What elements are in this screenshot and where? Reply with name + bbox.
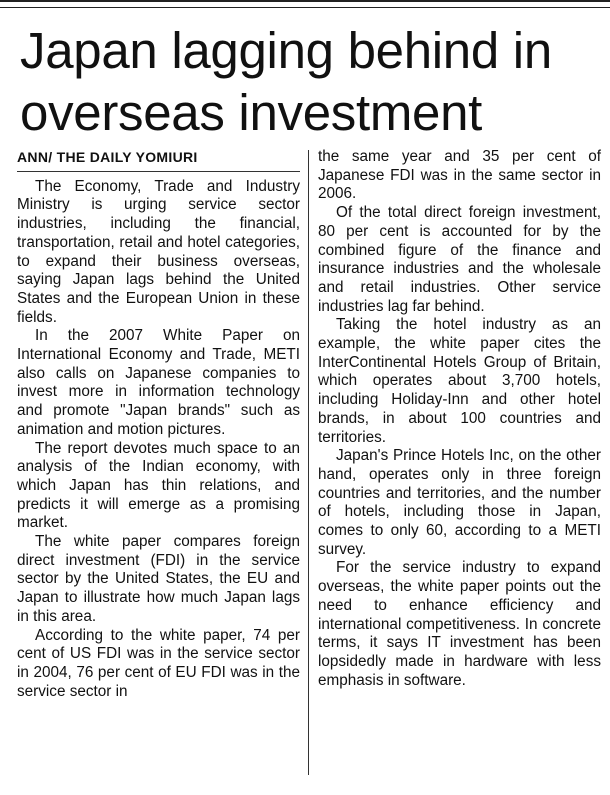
left-column — [17, 148, 300, 701]
paragraph: According to the white paper, 74 per cent of US FDI was in the service sector in 2004, 76 per cent of EU FDI was in the service sector in — [17, 626, 300, 700]
paragraph: Of the total direct foreign investment, 80 per cent is accounted for by the combined figure of the finance and insurance industries and the wholesale and retail industries. Other service industries lag far behind. — [318, 204, 601, 315]
paragraph: Taking the hotel industry as an example, the white paper cites the InterContinental Hotels Group of Britain, which operates about 3,700 hotels, including Holiday-Inn and other hotel brands, in about 100 countries and territories. — [318, 316, 601, 446]
paragraph: The Economy, Trade and Industry Ministry is urging service sector industries, including the financial, transportation, retail and hotel categories, to expand their business overseas, saying Japan lags behind the United States and the European Union in these fields. — [17, 177, 300, 326]
paragraph: The report devotes much space to an analysis of the Indian economy, with which Japan has thin relations, and predicts it will emerge as a promising market. — [17, 439, 300, 532]
paragraph: The white paper compares foreign direct investment (FDI) in the service sector by the United States, the EU and Japan to illustrate how much Japan lags in this area. — [17, 533, 300, 625]
headline: Japan lagging behind in overseas investment — [20, 22, 552, 141]
paragraph: the same year and 35 per cent of Japanese FDI was in the same sector in 2006. — [318, 148, 601, 203]
byline: ANN/ THE DAILY YOMIURI — [17, 148, 300, 172]
column-divider — [308, 150, 309, 775]
paragraph: In the 2007 White Paper on International Economy and Trade, METI also calls on Japanese companies to invest more in information technology and promote "Japan brands" such as animation and motion pictures. — [17, 327, 300, 438]
paragraph: Japan's Prince Hotels Inc, on the other hand, operates only in three foreign countries and territories, and the number of hotels, including those in Japan, comes to only 60, according to a METI survey. — [318, 447, 601, 558]
top-border-rule — [0, 0, 610, 8]
right-column — [318, 148, 601, 690]
paragraph: For the service industry to expand overseas, the white paper points out the need to enhance efficiency and international competitiveness. In concrete terms, it says IT investment has been lopsidedly made in hardware with less emphasis in software. — [318, 559, 601, 689]
